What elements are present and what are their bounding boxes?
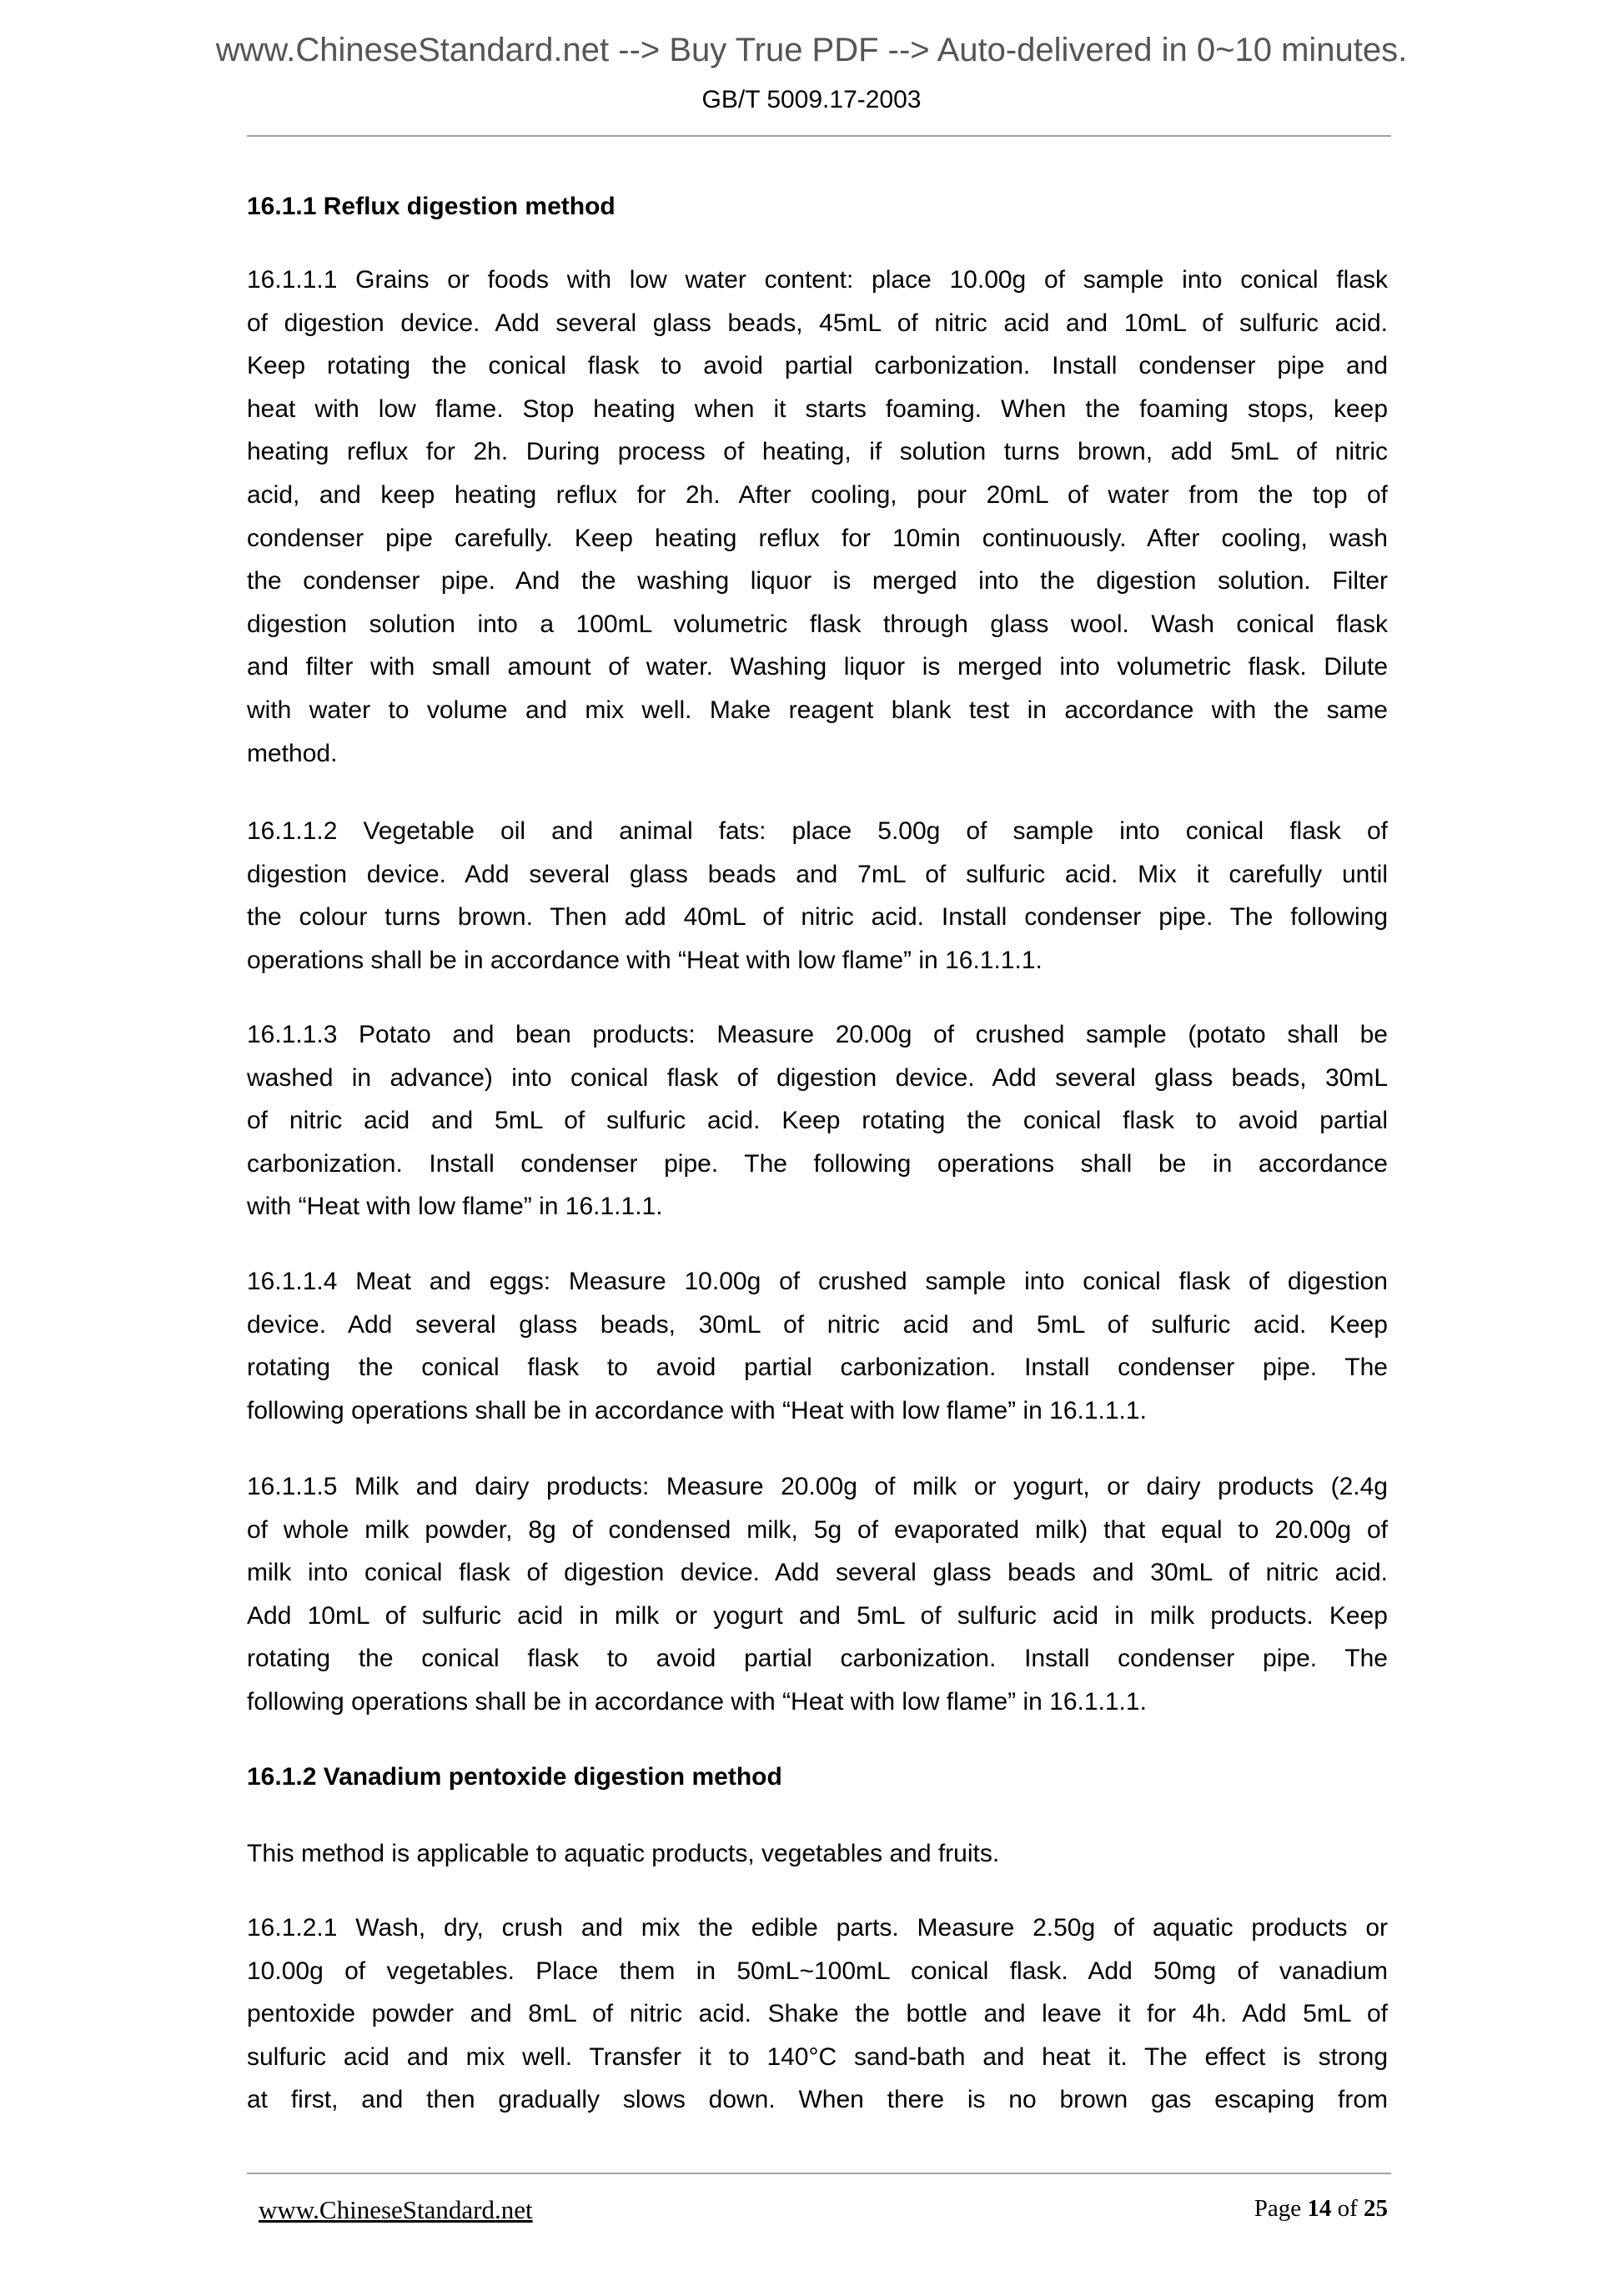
text-line: and filter with small amount of water. Washing liquor is merged into volumetric flask. Dilute	[247, 653, 1388, 681]
text-line: following operations shall be in accordance with “Heat with low flame” in 16.1.1.1.	[247, 1396, 1147, 1424]
section-heading	[247, 185, 1388, 229]
text-line: sulfuric acid and mix well. Transfer it to 140°C sand-bath and heat it. The effect is strong	[247, 2042, 1388, 2071]
text-line: of nitric acid and 5mL of sulfuric acid. Keep rotating the conical flask to avoid partial	[247, 1107, 1388, 1135]
text-line: digestion solution into a 100mL volumetric flask through glass wool. Wash conical flask	[247, 610, 1388, 638]
text-line: 16.1.1 Reflux digestion method	[247, 193, 616, 220]
page-current: 14	[1307, 2195, 1332, 2222]
text-line: following operations shall be in accordance with “Heat with low flame” in 16.1.1.1.	[247, 1687, 1147, 1716]
paragraph	[247, 1465, 1388, 1724]
text-line: This method is applicable to aquatic products, vegetables and fruits.	[247, 1840, 1000, 1867]
text-line: condenser pipe carefully. Keep heating reflux for 10min continuously. After cooling, wash	[247, 524, 1388, 552]
text-line: heating reflux for 2h. During process of heating, if solution turns brown, add 5mL of nitric	[247, 438, 1388, 466]
text-line: washed in advance) into conical flask of digestion device. Add several glass beads, 30mL	[247, 1063, 1388, 1092]
paragraph	[247, 1013, 1388, 1228]
section-heading	[247, 1756, 1388, 1799]
paragraph	[247, 1260, 1388, 1432]
text-line: 10.00g of vegetables. Place them in 50mL~100mL conical flask. Add 50mg of vanadium	[247, 1957, 1388, 1985]
text-line: 16.1.1.3 Potato and bean products: Measure 20.00g of crushed sample (potato shall be	[247, 1021, 1388, 1048]
paragraph	[247, 259, 1388, 775]
promo-banner[interactable]: www.ChineseStandard.net --> Buy True PDF --> Auto-delivered in 0~10 minutes.	[215, 32, 1408, 68]
text-line: the colour turns brown. Then add 40mL of nitric acid. Install condenser pipe. The following	[247, 903, 1388, 932]
footer-link[interactable]: www.ChineseStandard.net	[259, 2195, 533, 2224]
text-line: Keep rotating the conical flask to avoid partial carbonization. Install condenser pipe and	[247, 352, 1388, 380]
page-of: of	[1337, 2195, 1358, 2222]
text-line: pentoxide powder and 8mL of nitric acid. Shake the bottle and leave it for 4h. Add 5mL of	[247, 2000, 1388, 2028]
text-line: 16.1.1.2 Vegetable oil and animal fats: place 5.00g of sample into conical flask of	[247, 817, 1388, 845]
text-line: with water to volume and mix well. Make reagent blank test in accordance with the same	[247, 696, 1388, 724]
header-rule	[247, 135, 1391, 137]
footer-rule	[247, 2173, 1391, 2174]
text-line: operations shall be in accordance with “Heat with low flame” in 16.1.1.1.	[247, 946, 1043, 974]
text-line: with “Heat with low flame” in 16.1.1.1.	[247, 1193, 663, 1221]
text-line: 16.1.1.4 Meat and eggs: Measure 10.00g of crushed sample into conical flask of digestion	[247, 1268, 1388, 1295]
text-line: of whole milk powder, 8g of condensed milk, 5g of evaporated milk) that equal to 20.00g of	[247, 1515, 1388, 1544]
text-line: at first, and then gradually slows down. When there is no brown gas escaping from	[247, 2086, 1388, 2114]
text-line: 16.1.1.5 Milk and dairy products: Measure 20.00g of milk or yogurt, or dairy products (2.4g	[247, 1473, 1388, 1500]
text-line: device. Add several glass beads, 30mL of nitric acid and 5mL of sulfuric acid. Keep	[247, 1310, 1388, 1339]
text-line: method.	[247, 739, 338, 767]
text-line: rotating the conical flask to avoid partial carbonization. Install condenser pipe. The	[247, 1645, 1388, 1673]
paragraph	[247, 1832, 1388, 1876]
text-line: rotating the conical flask to avoid partial carbonization. Install condenser pipe. The	[247, 1354, 1388, 1382]
text-line: digestion device. Add several glass beads and 7mL of sulfuric acid. Mix it carefully until	[247, 860, 1388, 888]
page-label: Page	[1254, 2195, 1302, 2222]
page-number	[1254, 2195, 1388, 2223]
text-line: heat with low flame. Stop heating when it starts foaming. When the foaming stops, keep	[247, 394, 1388, 423]
text-line: 16.1.2.1 Wash, dry, crush and mix the edible parts. Measure 2.50g of aquatic products or	[247, 1914, 1388, 1942]
text-line: of digestion device. Add several glass beads, 45mL of nitric acid and 10mL of sulfuric acid.	[247, 309, 1388, 337]
paragraph	[247, 1907, 1388, 2122]
page-total: 25	[1364, 2195, 1388, 2222]
document-id: GB/T 5009.17-2003	[701, 86, 922, 113]
text-line: acid, and keep heating reflux for 2h. After cooling, pour 20mL of water from the top of	[247, 480, 1388, 509]
text-line: the condenser pipe. And the washing liquor is merged into the digestion solution. Filter	[247, 567, 1388, 595]
text-line: milk into conical flask of digestion device. Add several glass beads and 30mL of nitric acid.	[247, 1559, 1388, 1587]
text-line: carbonization. Install condenser pipe. The following operations shall be in accordance	[247, 1149, 1388, 1178]
text-line: 16.1.2 Vanadium pentoxide digestion method	[247, 1763, 782, 1791]
text-line: Add 10mL of sulfuric acid in milk or yogurt and 5mL of sulfuric acid in milk products. Keep	[247, 1601, 1388, 1630]
text-line: 16.1.1.1 Grains or foods with low water content: place 10.00g of sample into conical flask	[247, 266, 1388, 294]
paragraph	[247, 810, 1388, 982]
